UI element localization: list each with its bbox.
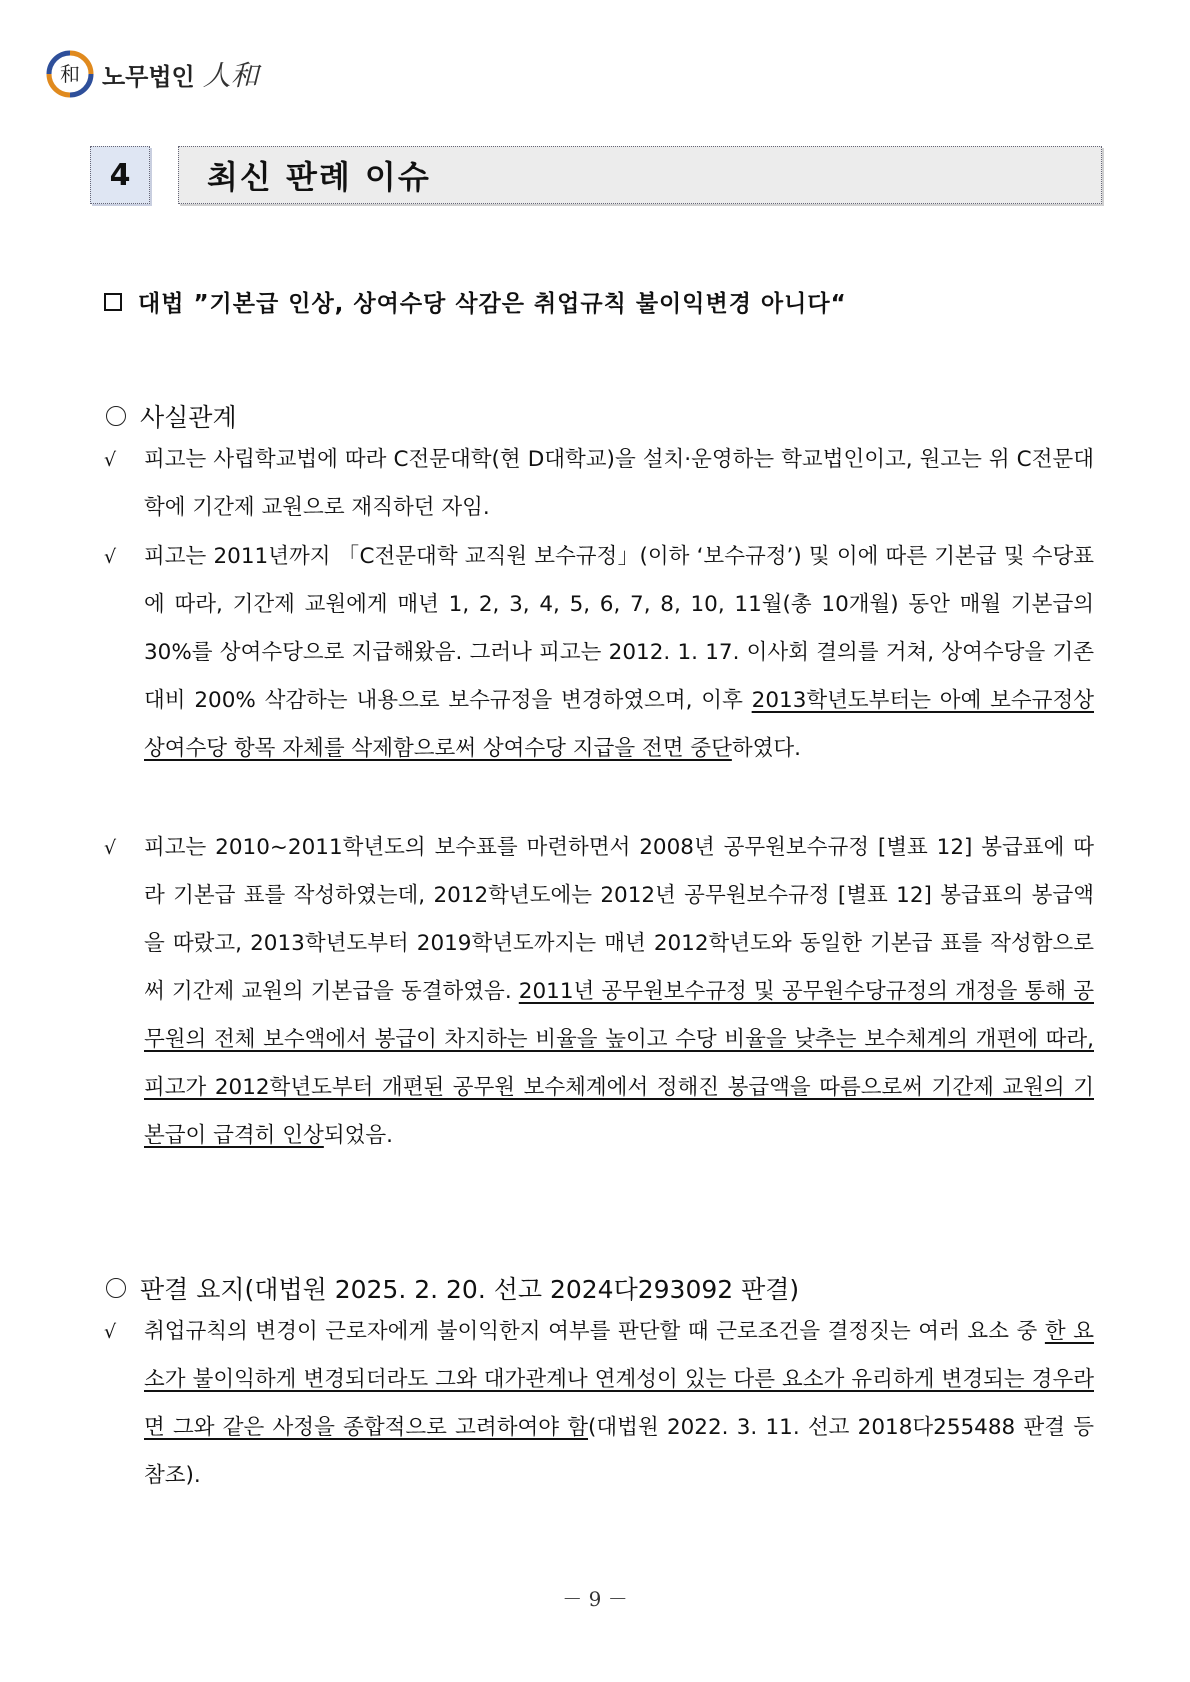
seal-icon — [46, 50, 94, 98]
firm-label: 노무법인 — [102, 63, 195, 91]
ruling-bullet-1-text: 취업규칙의 변경이 근로자에게 불이익한지 여부를 판단할 때 근로조건을 결정짓는 여러 요소 중 한 요소가 불이익하게 변경되더라도 그와 대가관계나 연계성이 있는 다른 요소가 유리하게 변경되는 경우라면 그와 같은 사정을 종합적으로 고려하여야 함(대법원 2022. 3. 11. 선고 2018다255488 판결 등 참조). — [144, 1319, 1095, 1488]
check-mark-icon: √ — [104, 837, 117, 859]
facts-bullet-2 — [104, 533, 1094, 773]
section-number: 4 — [90, 146, 150, 204]
facts-heading — [106, 398, 237, 434]
svg-text:和: 和 — [60, 62, 80, 86]
facts-bullet-1-text: 피고는 사립학교법에 따라 C전문대학(현 D대학교)을 설치·운영하는 학교법인이고, 원고는 위 C전문대학에 기간제 교원으로 재직하던 자임. — [144, 447, 1094, 520]
firm-brand: 人和 — [202, 59, 259, 92]
ruling-heading — [106, 1270, 799, 1306]
ruling-bullet-1 — [104, 1308, 1094, 1500]
page-number: － 9 － — [562, 1587, 628, 1611]
facts-bullet-2-text: 피고는 2011년까지 「C전문대학 교직원 보수규정」(이하 ‘보수규정’) 및 이에 따른 기본급 및 수당표에 따라, 기간제 교원에게 매년 1, 2, 3, 4, 5, 6, 7, 8, 10, 11월(총 10개월) 동안 매월 기본급의 30%를 상여수당으로 지급해왔음. 그러나 피고는 2012. 1. 17. 이사회 결의를 거쳐, 상여수당을 기존 대비 200% 삭감하는 내용으로 보수규정을 변경하였으며, 이후 2013학년도부터는 아예 보수규정상 상여수당 항목 자체를 삭제함으로써 상여수당 지급을 전면 중단하였다. — [144, 544, 1094, 761]
headline-text: 대법 ”기본급 인상, 상여수당 삭감은 취업규칙 불이익변경 아니다“ — [138, 291, 847, 317]
facts-bullet-1 — [104, 436, 1094, 532]
underlined-text: 한 요소가 불이익하게 변경되더라도 그와 대가관계나 연계성이 있는 다른 요소가 유리하게 변경되는 경우라면 그와 같은 사정을 종합적으로 고려하여야 함 — [144, 1319, 1095, 1440]
section-title-box — [178, 146, 1102, 204]
facts-bullet-3 — [104, 824, 1094, 1160]
facts-bullet-3-text: 피고는 2010~2011학년도의 보수표를 마련하면서 2008년 공무원보수규정 [별표 12] 봉급표에 따라 기본급 표를 작성하였는데, 2012학년도에는 2012년 공무원보수규정 [별표 12] 봉급표의 봉급액을 따랐고, 2013학년도부터 2019학년도까지는 매년 2012학년도와 동일한 기본급 표를 작성함으로써 기간제 교원의 기본급을 동결하였음. 2011년 공무원보수규정 및 공무원수당규정의 개정을 통해 공무원의 전체 보수액에서 봉급이 차지하는 비율을 높이고 수당 비율을 낮추는 보수체계의 개편에 따라, 피고가 2012학년도부터 개편된 공무원 보수체계에서 정해진 봉급액을 따름으로써 기간제 교원의 기본급이 급격히 인상되었음. — [144, 835, 1094, 1148]
firm-logo — [46, 50, 259, 98]
ruling-heading-text: 판결 요지(대법원 2025. 2. 20. 선고 2024다293092 판결) — [140, 1275, 800, 1304]
underlined-text: 2013학년도부터는 아예 보수규정상 상여수당 항목 자체를 삭제함으로써 상여수당 지급을 전면 중단 — [144, 688, 1094, 761]
underlined-text: 2011년 공무원보수규정 및 공무원수당규정의 개정을 통해 공무원의 전체 보수액에서 봉급이 차지하는 비율을 높이고 수당 비율을 낮추는 보수체계의 개편에 따라, 피고가 2012학년도부터 개편된 공무원 보수체계에서 정해진 봉급액을 따름으로써 기간제 교원의 기본급이 급격히 인상 — [144, 979, 1094, 1148]
circle-bullet-icon — [106, 1278, 126, 1298]
section-title: 최신 판례 이슈 — [207, 158, 431, 196]
article-headline — [104, 285, 847, 318]
square-bullet-icon — [104, 293, 122, 311]
check-mark-icon: √ — [104, 546, 117, 568]
check-mark-icon: √ — [104, 1321, 117, 1343]
check-mark-icon: √ — [104, 449, 117, 471]
circle-bullet-icon — [106, 406, 126, 426]
facts-heading-text: 사실관계 — [140, 403, 237, 432]
